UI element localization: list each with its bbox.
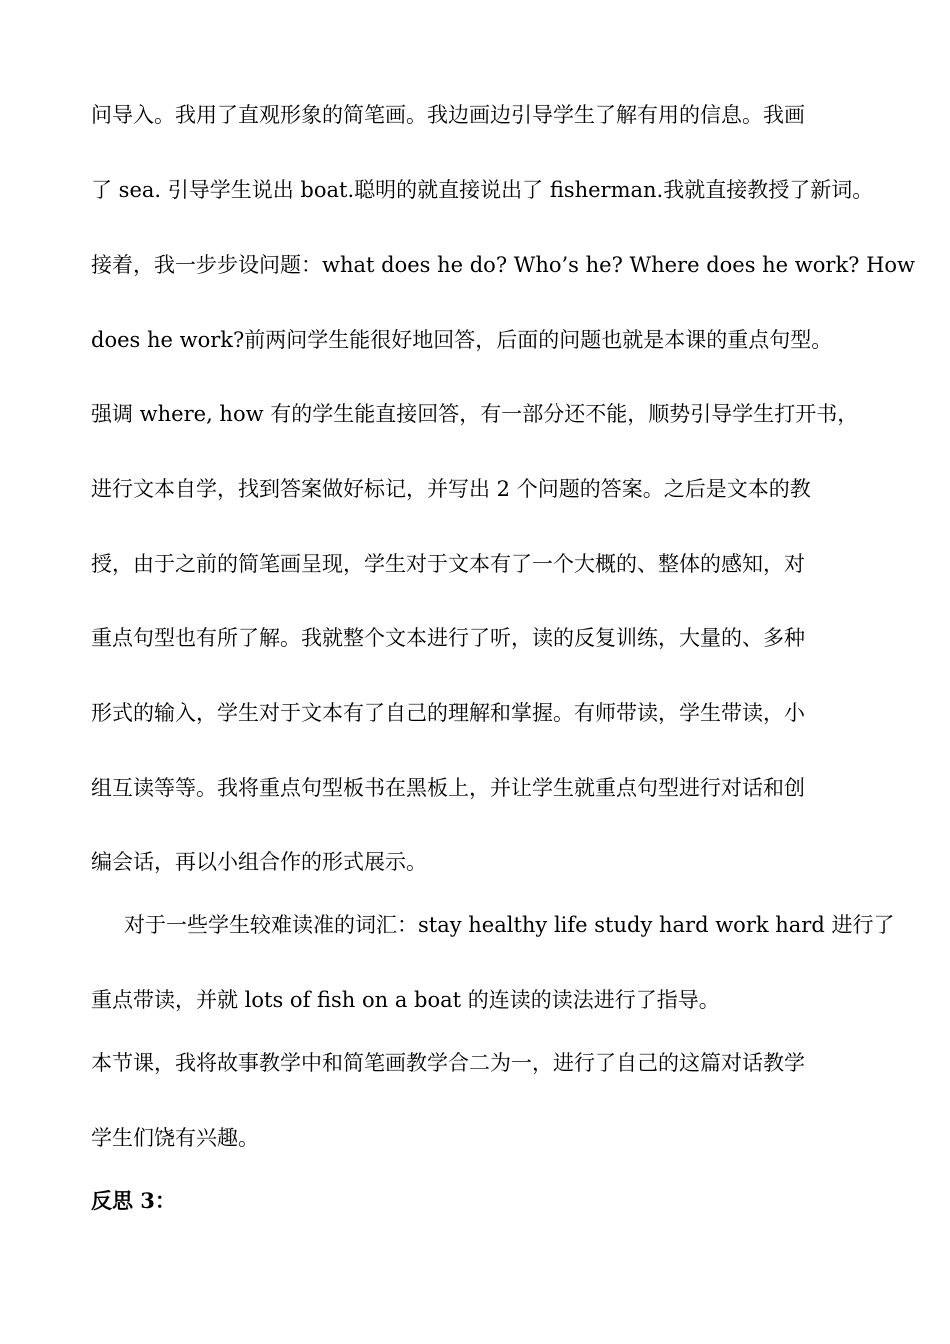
section-heading: 反思 3：: [91, 1188, 176, 1213]
paragraph-1-line-2: 了 sea. 引导学生说出 boat.聪明的就直接说出了 fisherman.我就直接教授了新词。: [91, 178, 874, 202]
paragraph-1-line-3: 接着，我一步步设问题：what does he do? Who’s he? Where does he work? How: [91, 253, 916, 277]
paragraph-1-line-8: 重点句型也有所了解。我就整个文本进行了听，读的反复训练，大量的、多种: [91, 626, 805, 650]
paragraph-1-line-11: 编会话，再以小组合作的形式展示。: [91, 850, 427, 874]
paragraph-1-line-1: 问导入。我用了直观形象的简笔画。我边画边引导学生了解有用的信息。我画: [91, 103, 805, 127]
paragraph-1-line-6: 进行文本自学，找到答案做好标记，并写出 2 个问题的答案。之后是文本的教: [91, 477, 811, 501]
paragraph-1-line-10: 组互读等等。我将重点句型板书在黑板上，并让学生就重点句型进行对话和创: [91, 776, 805, 800]
paragraph-1-line-9: 形式的输入，学生对于文本有了自己的理解和掌握。有师带读，学生带读，小: [91, 701, 805, 725]
paragraph-3-line-2: 学生们饶有兴趣。: [91, 1126, 259, 1150]
paragraph-2-line-1: 对于一些学生较难读准的词汇：stay healthy life study hard work hard 进行了: [124, 913, 895, 937]
paragraph-3-line-1: 本节课，我将故事教学中和简笔画教学合二为一，进行了自己的这篇对话教学: [91, 1051, 805, 1075]
paragraph-2-line-2: 重点带读，并就 lots of fish on a boat 的连读的读法进行了指导。: [91, 988, 720, 1012]
paragraph-1-line-7: 授，由于之前的简笔画呈现，学生对于文本有了一个大概的、整体的感知，对: [91, 552, 805, 576]
paragraph-1-line-4: does he work?前两问学生能很好地回答，后面的问题也就是本课的重点句型。: [91, 328, 833, 352]
paragraph-1-line-5: 强调 where, how 有的学生能直接回答，有一部分还不能，顺势引导学生打开书，: [91, 402, 859, 426]
